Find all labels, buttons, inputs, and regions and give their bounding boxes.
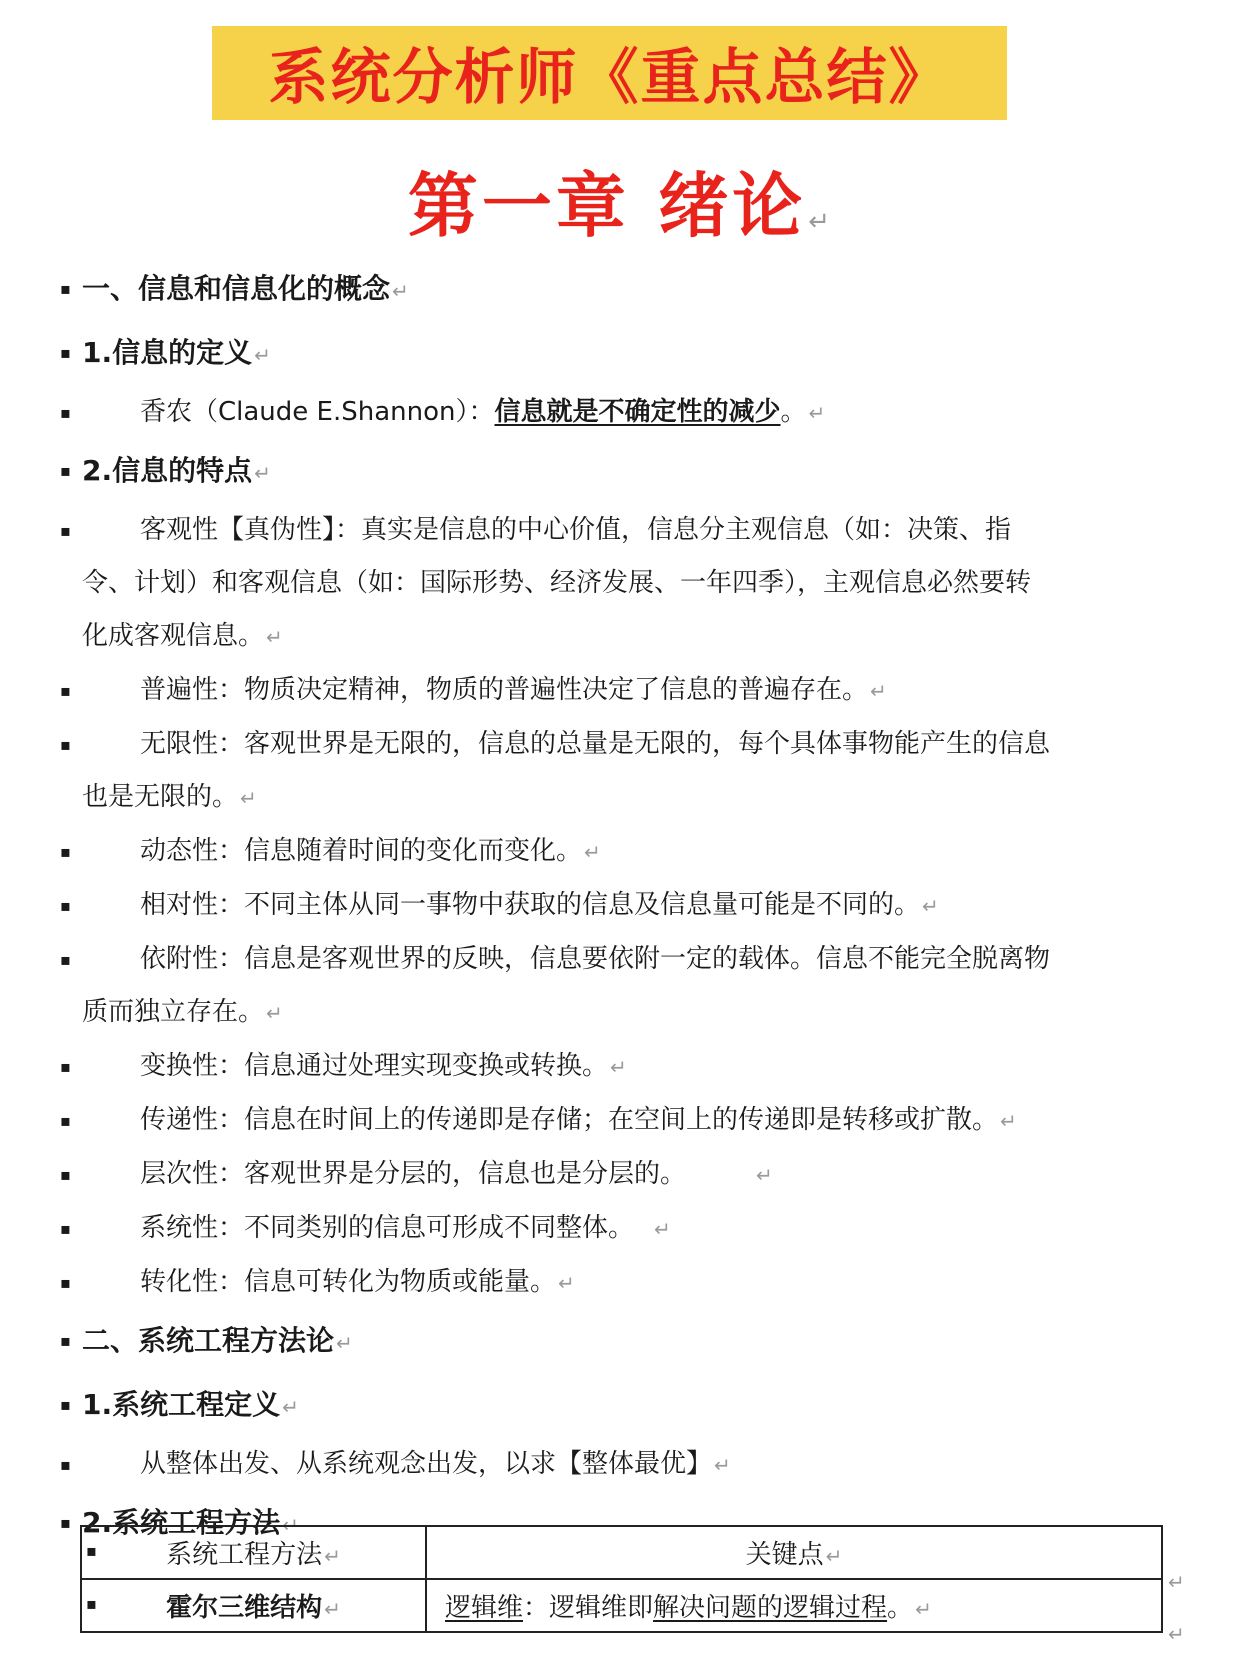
bullet-icon: ▪ xyxy=(60,950,71,969)
header-method: 系统工程方法 xyxy=(166,1540,323,1570)
paragraph-mark-icon: ↵ xyxy=(266,1001,283,1025)
header-key: 关键点 xyxy=(745,1540,824,1570)
item-text: 变换性：信息通过处理实现变换或转换。 xyxy=(140,1051,609,1081)
bullet-icon: ▪ xyxy=(60,521,71,540)
heading-text: 二、系统工程方法论 xyxy=(82,1324,335,1357)
list-item xyxy=(60,1040,1170,1094)
bullet-icon: ▪ xyxy=(60,1219,71,1238)
key-point xyxy=(427,1593,913,1623)
list-item xyxy=(60,504,1170,557)
item-text: 化成客观信息。 xyxy=(82,621,265,651)
table-cell xyxy=(426,1579,1162,1632)
paragraph-mark-icon: ↵ xyxy=(714,1453,731,1477)
paragraph-mark-icon: ↵ xyxy=(610,1055,627,1079)
heading-text: 2.信息的特点 xyxy=(82,454,253,487)
item-text xyxy=(60,397,807,427)
subsection-heading xyxy=(60,1374,1170,1438)
item-text: 转化性：信息可转化为物质或能量。 xyxy=(140,1267,557,1297)
item-text: 相对性：不同主体从同一事物中获取的信息及信息量可能是不同的。 xyxy=(140,890,921,920)
paragraph-mark-icon: ↵ xyxy=(756,1163,773,1187)
shannon-quote: 信息就是不确定性的减少 xyxy=(494,397,781,427)
list-item xyxy=(60,1094,1170,1148)
table-header-cell xyxy=(81,1526,426,1579)
item-text: 令、计划）和客观信息（如：国际形势、经济发展、一年四季），主观信息必然要转 xyxy=(82,568,1032,598)
paragraph-mark-icon: ↵ xyxy=(282,1395,299,1419)
bullet-icon: ▪ xyxy=(86,1541,97,1560)
item-text: 从整体出发、从系统观念出发，以求【整体最优】 xyxy=(140,1449,713,1479)
methods-table xyxy=(80,1525,1163,1633)
list-item-continuation xyxy=(60,986,1170,1040)
list-item xyxy=(60,1438,1170,1492)
paragraph-mark-icon: ↵ xyxy=(808,207,835,237)
bullet-icon: ▪ xyxy=(60,1513,71,1532)
shannon-end: 。 xyxy=(780,397,807,427)
item-text: 普遍性：物质决定精神，物质的普遍性决定了信息的普遍存在。 xyxy=(140,675,869,705)
subsection-heading xyxy=(60,440,1170,504)
method-name: 霍尔三维结构 xyxy=(166,1593,323,1623)
paragraph-mark-icon: ↵ xyxy=(240,786,257,810)
key-term: 逻辑维 xyxy=(445,1593,524,1623)
list-item xyxy=(60,879,1170,933)
key-text: ：逻辑维即 xyxy=(523,1593,654,1623)
table-header-row xyxy=(81,1526,1162,1579)
paragraph-mark-icon: ↵ xyxy=(922,894,939,918)
item-text: 也是无限的。 xyxy=(82,782,239,812)
chapter-title xyxy=(0,150,1242,251)
list-item xyxy=(60,825,1170,879)
paragraph-mark-icon: ↵ xyxy=(282,1513,299,1537)
key-underlined: 解决问题的逻辑过程 xyxy=(653,1593,888,1623)
list-item xyxy=(60,664,1170,718)
list-item xyxy=(60,1256,1170,1310)
table-cell xyxy=(81,1579,426,1632)
table-header-cell xyxy=(426,1526,1162,1579)
list-item xyxy=(60,1202,1170,1256)
paragraph-mark-icon: ↵ xyxy=(266,625,283,649)
paragraph-mark-icon: ↵ xyxy=(584,840,601,864)
heading-text: 2.系统工程方法 xyxy=(82,1506,281,1539)
list-item-continuation xyxy=(60,610,1170,664)
item-text: 客观性【真伪性】：真实是信息的中心价值，信息分主观信息（如：决策、指 xyxy=(140,515,1012,545)
table-row xyxy=(81,1579,1162,1632)
bullet-icon: ▪ xyxy=(60,842,71,861)
key-end: 。 xyxy=(887,1593,914,1623)
definition-item xyxy=(60,386,1170,440)
bullet-icon: ▪ xyxy=(86,1594,97,1613)
paragraph-mark-icon: ↵ xyxy=(254,343,271,367)
chapter-title-text: 第一章 绪论 xyxy=(407,165,807,247)
item-text: 依附性：信息是客观世界的反映，信息要依附一定的载体。信息不能完全脱离物 xyxy=(140,944,1051,974)
paragraph-mark-icon: ↵ xyxy=(324,1544,341,1568)
bullet-icon: ▪ xyxy=(60,1111,71,1130)
paragraph-mark-icon: ↵ xyxy=(336,1331,353,1355)
paragraph-mark-icon: ↵ xyxy=(1000,1109,1017,1133)
bullet-icon: ▪ xyxy=(60,1395,71,1414)
list-item xyxy=(60,1148,1170,1202)
bullet-icon: ▪ xyxy=(60,1165,71,1184)
paragraph-mark-icon: ↵ xyxy=(558,1271,575,1295)
paragraph-mark-icon: ↵ xyxy=(915,1597,932,1621)
bullet-icon: ▪ xyxy=(60,343,71,362)
title-banner xyxy=(212,26,1007,120)
heading-text: 1.系统工程定义 xyxy=(82,1388,281,1421)
section-heading xyxy=(60,1310,1170,1374)
list-item-continuation xyxy=(60,557,1170,610)
paragraph-mark-icon: ↵ xyxy=(324,1597,341,1621)
item-text: 层次性：客观世界是分层的，信息也是分层的。 xyxy=(140,1159,687,1189)
bullet-icon: ▪ xyxy=(60,1057,71,1076)
shannon-prefix: 香农（Claude E.Shannon）： xyxy=(140,397,495,427)
document-body xyxy=(60,258,1170,1556)
item-text: 动态性：信息随着时间的变化而变化。 xyxy=(140,836,583,866)
paragraph-mark-icon: ↵ xyxy=(825,1544,843,1568)
paragraph-mark-icon: ↵ xyxy=(808,401,826,425)
row-end-mark-icon: ↵ xyxy=(1168,1622,1185,1646)
item-text: 传递性：信息在时间上的传递即是存储；在空间上的传递即是转移或扩散。 xyxy=(140,1105,999,1135)
item-text: 无限性：客观世界是无限的，信息的总量是无限的，每个具体事物能产生的信息 xyxy=(140,729,1051,759)
paragraph-mark-icon: ↵ xyxy=(392,279,409,303)
bullet-icon: ▪ xyxy=(60,1331,71,1350)
section-heading xyxy=(60,258,1170,322)
page-title: 系统分析师《重点总结》 xyxy=(268,43,951,113)
bullet-icon: ▪ xyxy=(60,403,71,422)
paragraph-mark-icon: ↵ xyxy=(654,1217,671,1241)
bullet-icon: ▪ xyxy=(60,896,71,915)
bullet-icon: ▪ xyxy=(60,279,71,298)
bullet-icon: ▪ xyxy=(60,681,71,700)
bullet-icon: ▪ xyxy=(60,735,71,754)
heading-text: 一、信息和信息化的概念 xyxy=(82,272,391,305)
heading-text: 1.信息的定义 xyxy=(82,336,253,369)
paragraph-mark-icon: ↵ xyxy=(870,679,887,703)
bullet-icon: ▪ xyxy=(60,461,71,480)
subsection-heading xyxy=(60,322,1170,386)
item-text: 质而独立存在。 xyxy=(82,997,265,1027)
bullet-icon: ▪ xyxy=(60,1455,71,1474)
list-item-continuation xyxy=(60,771,1170,825)
row-end-mark-icon: ↵ xyxy=(1168,1570,1185,1594)
list-item xyxy=(60,718,1170,771)
item-text: 系统性：不同类别的信息可形成不同整体。 xyxy=(140,1213,635,1243)
paragraph-mark-icon: ↵ xyxy=(254,461,271,485)
bullet-icon: ▪ xyxy=(60,1273,71,1292)
list-item xyxy=(60,933,1170,986)
